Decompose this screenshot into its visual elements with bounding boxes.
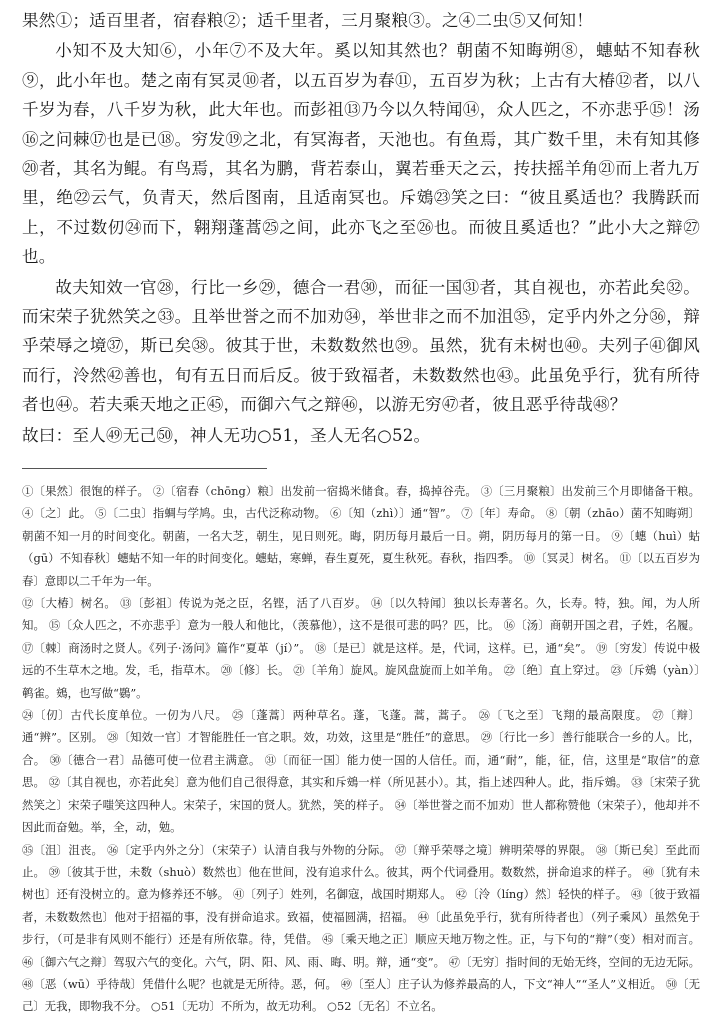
footnote-block: ㉔〔仞〕古代长度单位。一仞为八尺。 ㉕〔蓬蒿〕两种草名。蓬，飞蓬。蒿，蒿子。 ㉖〔飞之至〕飞翔的最高限度。 ㉗〔辩〕通“辨”。区别。 ㉘〔知效一官〕才智能胜任一官之职。效，功效，这里是“胜任”的意思。 ㉙〔行比一乡〕善行能联合一乡的人。比，合。 ㉚〔德合一君〕品德可使一位君主满意。 ㉛〔而征一国〕能力使一国的人信任。而，通“耐”，能，征，信，这里是“取信”的意思。 ㉜〔其自视也，亦若此矣〕意为他们自己很得意，其实和斥鴳一样（所见甚小）。其，指上述四种人。此，指斥鴳。 ㉝〔宋荣子犹然笑之〕宋荣子嗤笑这四种人。宋荣子，宋国的贤人。犹然，笑的样子。 ㉞〔举世誉之而不加劝〕世人都称赞他（宋荣子），他却并不因此而奋勉。举，全，动，勉。: [22, 708, 700, 835]
paragraph-opening: 果然①；适百里者，宿舂粮②；适千里者，三月聚粮③。之④二虫⑤又何知！: [22, 11, 593, 30]
paragraph-conclusion: 故曰：至人㊾无己㊿，神人无功○51，圣人无名○52。: [22, 425, 431, 445]
footnote-block: ①〔果然〕很饱的样子。 ②〔宿舂（chōng）粮〕出发前一宿捣米储食。舂，捣掉谷壳。 ③〔三月聚粮〕出发前三个月即储备干粮。 ④〔之〕此。 ⑤〔二虫〕指蜩与学鸠。虫，古代泛称动物。 ⑥〔知（zhì）〕通“智”。 ⑦〔年〕寿命。 ⑧〔朝（zhāo）菌不知晦朔〕朝菌不知一月的时间变化。朝菌，一名大芝，朝生，见日则死。晦，阴历每月最后一日。朔，阴历每月的第一日。 ⑨〔蟪（huì）蛄（gū）不知春秋〕蟪蛄不知一年的时间变化。蟪蛄，寒蝉，春生夏死，夏生秋死。春秋，指四季。 ⑩〔冥灵〕树名。 ⑪〔以五百岁为春〕意即以二千年为一年。: [22, 484, 700, 588]
footnote-divider: [22, 468, 267, 469]
main-text: [22, 6, 700, 451]
footnote-block: ㉟〔沮〕沮丧。 ㊱〔定乎内外之分〕（宋荣子）认清自我与外物的分际。 ㊲〔辩乎荣辱之境〕辨明荣辱的界限。 ㊳〔斯已矣〕至此而止。 ㊴〔彼其于世，未数（shuò）数然也〕他在世间，没有追求什么。彼其，两个代词叠用。数数然，拼命追求的样子。 ㊵〔犹有未树也〕还有没树立的。意为修养还不够。 ㊶〔列子〕姓列，名御寇，战国时期郑人。 ㊷〔泠（líng）然〕轻快的样子。 ㊸〔彼于致福者，未数数然也〕他对于招福的事，没有拼命追求。致福，使福圆满，招福。 ㊹〔此虽免乎行，犹有所待者也〕（列子乘风）虽然免于步行，（可是非有风则不能行）还是有所依靠。待，凭借。 ㊺〔乘天地之正〕顺应天地万物之性。正，与下句的“辩”（变）相对而言。 ㊻〔御六气之辩〕驾驭六气的变化。六气，阴、阳、风、雨、晦、明。辩，通“变”。 ㊼〔无穷〕指时间的无始无终，空间的无边无际。 ㊽〔恶（wū）乎待哉〕凭借什么呢？也就是无所待。恶，何。 ㊾〔至人〕庄子认为修养最高的人，下文“神人”“圣人”义相近。 ㊿〔无己〕无我，即物我不分。 ○51〔无功〕不所为，故无功利。 ○52〔无名〕不立名。: [22, 842, 700, 1014]
footnote-block: ⑫〔大椿〕树名。 ⑬〔彭祖〕传说为尧之臣，名铿，活了八百岁。 ⑭〔以久特闻〕独以长寿著名。久，长寿。特，独。闻，为人所知。 ⑮〔众人匹之，不亦悲乎〕意为一般人和他比，（羡慕他），这不是很可悲的吗？匹，比。 ⑯〔汤〕商朝开国之君，子姓，名履。 ⑰〔棘〕商汤时之贤人。《列子·汤问》篇作“夏革（jí）”。 ⑱〔是已〕就是这样。是，代词，这样。已，通“矣”。 ⑲〔穷发〕传说中极远的不生草木之地。发，毛，指草木。 ⑳〔修〕长。 ㉑〔羊角〕旋风。旋风盘旋而上如羊角。 ㉒〔绝〕直上穿过。 ㉓〔斥鴳（yàn）〕鹌雀。鴳，也写做“鷃”。: [22, 596, 700, 700]
paragraph-small-and-great: 小知不及大知⑥，小年⑦不及大年。奚以知其然也？朝菌不知晦朔⑧，蟪蛄不知春秋⑨，此小年也。楚之南有冥灵⑩者，以五百岁为春⑪，五百岁为秋；上古有大椿⑫者，以八千岁为春，八千岁为秋，此大年也。而彭祖⑬乃今以久特闻⑭，众人匹之，不亦悲乎⑮！汤⑯之问棘⑰也是已⑱。穷发⑲之北，有冥海者，天池也。有鱼焉，其广数千里，未有知其修⑳者，其名为鲲。有鸟焉，其名为鹏，背若泰山，翼若垂天之云，抟扶摇羊角㉑而上者九万里，绝㉒云气，负青天，然后图南，且适南冥也。斥鴳㉓笑之曰：“彼且奚适也？我腾跃而上，不过数仞㉔而下，翱翔蓬蒿㉕之间，此亦飞之至㉖也。而彼且奚适也？”此小大之辩㉗也。: [22, 41, 700, 267]
paragraph-song-rongzi-liezi: 故夫知效一官㉘，行比一乡㉙，德合一君㉚，而征一国㉛者，其自视也，亦若此矣㉜。而宋荣子犹然笑之㉝。且举世誉之而不加劝㉞，举世非之而不加沮㉟，定乎内外之分㊱，辩乎荣辱之境㊲，斯已矣㊳。彼其于世，未数数然也㊴。虽然，犹有未树也㊵。夫列子㊶御风而行，泠然㊷善也，旬有五日而后反。彼于致福者，未数数然也㊸。此虽免乎行，犹有所待者也㊹。若夫乘天地之正㊺，而御六气之辩㊻，以游无穷㊼者，彼且恶乎待哉㊽？: [22, 277, 700, 415]
footnotes: [22, 480, 700, 1018]
